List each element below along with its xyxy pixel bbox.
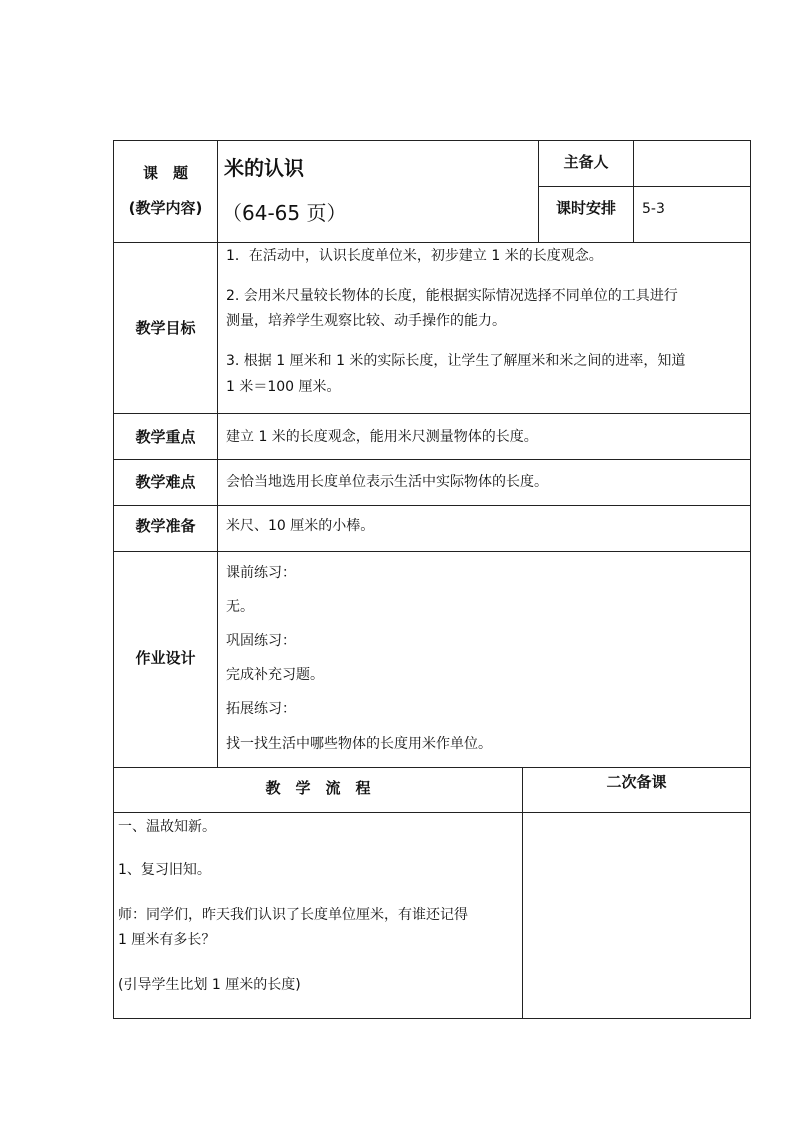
rule-process-header-bottom bbox=[113, 812, 751, 813]
homework-line: 完成补充习题。 bbox=[226, 667, 324, 683]
content-label: (教学内容) bbox=[128, 199, 203, 217]
rule-goals-bottom bbox=[113, 413, 751, 414]
lesson-pages: （64-65 页） bbox=[222, 201, 347, 225]
homework-line: 无。 bbox=[226, 599, 254, 615]
rule-right bbox=[750, 140, 751, 1019]
topic-label: 课 题 bbox=[142, 164, 188, 182]
rule-left bbox=[113, 140, 114, 1019]
rule-difficulty-bottom bbox=[113, 505, 751, 506]
lesson-title: 米的认识 bbox=[224, 156, 304, 180]
process-header: 教 学 流 程 bbox=[265, 779, 371, 797]
rule-homework-bottom bbox=[113, 767, 751, 768]
goal-line: 3. 根据 1 厘米和 1 米的实际长度，让学生了解厘米和米之间的进率，知道 bbox=[226, 353, 686, 369]
rule-header-col3 bbox=[633, 140, 634, 243]
schedule-value: 5-3 bbox=[642, 201, 665, 217]
homework-line: 巩固练习： bbox=[226, 633, 296, 649]
preparation-label: 教学准备 bbox=[135, 517, 196, 535]
homework-line: 拓展练习： bbox=[226, 701, 296, 717]
rule-header-mid bbox=[538, 186, 751, 187]
focus-text: 建立 1 米的长度观念，能用米尺测量物体的长度。 bbox=[226, 429, 538, 445]
process-line: 师：同学们，昨天我们认识了长度单位厘米，有谁还记得 bbox=[118, 907, 468, 923]
process-line: 1 厘米有多长？ bbox=[118, 932, 216, 948]
process-line: 1、复习旧知。 bbox=[118, 862, 211, 878]
rule-label-column bbox=[217, 140, 218, 768]
process-line: 一、温故知新。 bbox=[118, 819, 216, 835]
rule-top bbox=[113, 140, 751, 141]
goal-line: 测量，培养学生观察比较、动手操作的能力。 bbox=[226, 313, 506, 329]
preparer-label: 主备人 bbox=[563, 153, 609, 171]
rule-prep-bottom bbox=[113, 551, 751, 552]
goal-line: 1．在活动中，认识长度单位米，初步建立 1 米的长度观念。 bbox=[226, 248, 603, 264]
homework-line: 课前练习： bbox=[226, 565, 296, 581]
secondary-prep-header: 二次备课 bbox=[606, 773, 667, 791]
difficulty-text: 会恰当地选用长度单位表示生活中实际物体的长度。 bbox=[226, 474, 548, 490]
goal-line: 1 米＝100 厘米。 bbox=[226, 379, 341, 395]
rule-focus-bottom bbox=[113, 459, 751, 460]
schedule-label: 课时安排 bbox=[555, 199, 616, 217]
focus-label: 教学重点 bbox=[135, 428, 196, 446]
homework-label: 作业设计 bbox=[135, 649, 196, 667]
process-line: (引导学生比划 1 厘米的长度) bbox=[118, 977, 301, 993]
difficulty-label: 教学难点 bbox=[135, 473, 196, 491]
rule-bottom bbox=[113, 1018, 751, 1019]
goal-line: 2. 会用米尺量较长物体的长度，能根据实际情况选择不同单位的工具进行 bbox=[226, 288, 678, 304]
rule-header-bottom bbox=[113, 242, 751, 243]
goals-label: 教学目标 bbox=[135, 319, 196, 337]
preparation-text: 米尺、10 厘米的小棒。 bbox=[226, 518, 375, 534]
homework-line: 找一找生活中哪些物体的长度用米作单位。 bbox=[226, 736, 492, 752]
rule-process-divider bbox=[522, 767, 523, 1019]
